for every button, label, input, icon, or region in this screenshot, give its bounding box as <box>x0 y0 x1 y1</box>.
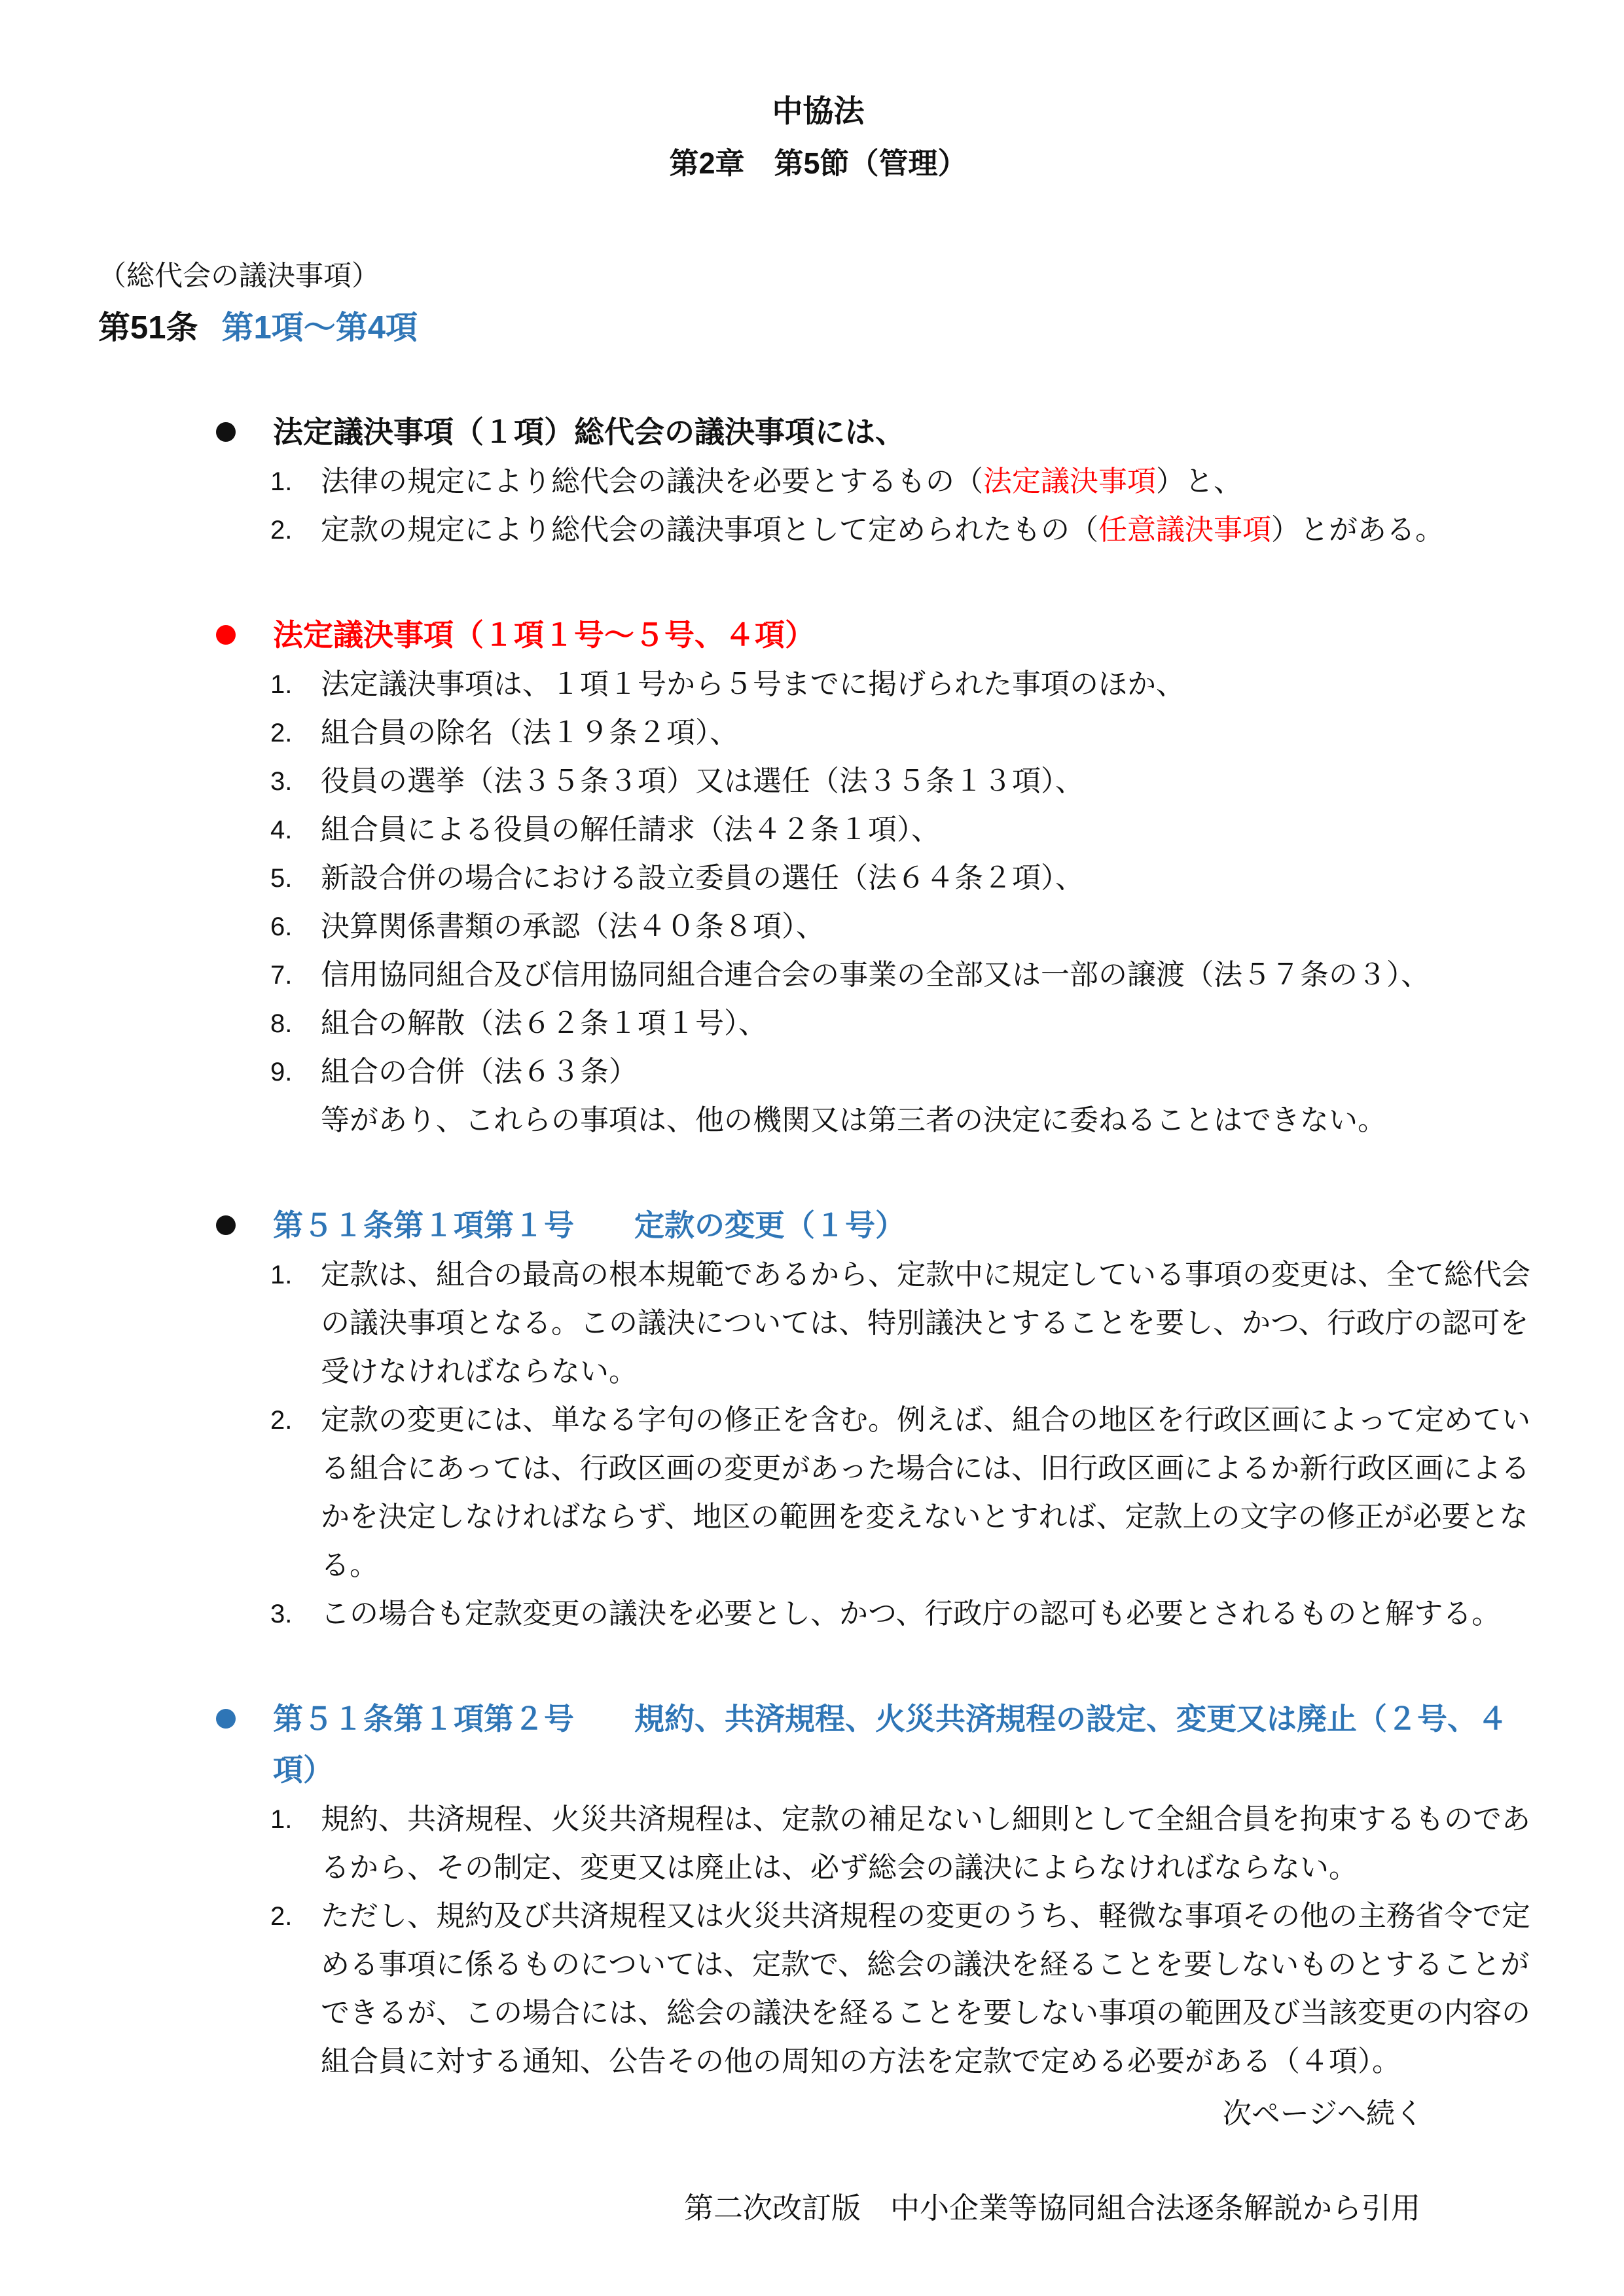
text-segment: 規約、共済規程、火災共済規程は、定款の補足ないし細則として全組合員を拘束するものであるから、その制定、変更又は廃止は、必ず総会の議決によらなければならない。 <box>321 1803 1530 1884</box>
bullet-icon <box>216 625 236 645</box>
text-segment: 任意議決事項 <box>1098 514 1271 546</box>
page-subtitle: 第2章 第5節（管理） <box>669 147 967 180</box>
list-item <box>270 709 1538 757</box>
text-segment: 組合の解散（法６２条１項１号）、 <box>321 1007 767 1039</box>
text-segment: 決算関係書類の承認（法４０条８項）、 <box>321 910 825 942</box>
item-number: 1. <box>270 1261 293 1289</box>
text-segment: 定款は、組合の最高の根本規範であるから、定款中に規定している事項の変更は、全て総代会の議決事項となる。この議決については、特別議決とすることを要し、かつ、行政庁の認可を受けなければならない。 <box>321 1259 1530 1388</box>
item-number: 2. <box>270 516 293 545</box>
item-number: 7. <box>270 961 293 990</box>
text-segment: 法律の規定により総代会の議決を必要とするもの（ <box>321 465 983 497</box>
text-segment: 法定議決事項（１項）総代会の議決事項には、 <box>273 415 905 449</box>
item-text <box>321 854 1538 903</box>
text-segment: 組合員による役員の解任請求（法４２条１項）、 <box>321 814 940 846</box>
bullet-icon <box>216 1215 236 1235</box>
list-item <box>270 1795 1538 1892</box>
bullet-cell <box>216 1200 273 1251</box>
item-text <box>321 1795 1538 1892</box>
page-title: 中協法 <box>772 94 865 128</box>
item-number: 3. <box>270 1600 293 1628</box>
article-heading <box>98 300 1538 355</box>
text-segment: 法定議決事項は、１項１号から５号までに掲げられた事項のほか、 <box>321 668 1185 700</box>
item-text <box>321 1048 1538 1096</box>
section-heading <box>273 609 1538 660</box>
list-item <box>270 1096 1538 1145</box>
text-segment: 定款の変更には、単なる字句の修正を含む。例えば、組合の地区を行政区画によって定めている組合にあっては、行政区画の変更があった場合には、旧行政区画によるか新行政区画によるかを決定しなければならず、地区の範囲を変えないとすれば、定款上の文字の修正が必要となる。 <box>321 1404 1530 1581</box>
item-text <box>321 1396 1538 1590</box>
item-text <box>321 709 1538 757</box>
item-number: 8. <box>270 1009 293 1038</box>
item-number: 2. <box>270 719 293 747</box>
bullet-cell <box>216 609 273 660</box>
item-text <box>321 903 1538 951</box>
bullet-icon <box>216 422 236 442</box>
item-text <box>321 1096 1538 1145</box>
list-item <box>270 1251 1538 1396</box>
item-text <box>321 806 1538 854</box>
item-text <box>321 1251 1538 1396</box>
section-heading <box>273 1693 1538 1795</box>
text-segment: 等があり、これらの事項は、他の機関又は第三者の決定に委ねることはできない。 <box>321 1104 1386 1136</box>
text-segment: ただし、規約及び共済規程又は火災共済規程の変更のうち、軽微な事項その他の主務省令で定める事項に係るものについては、定款で、総会の議決を経ることを要しないものとすることができるが、この場合には、総会の議決を経ることを要しない事項の範囲及び当該変更の内容の組合員に対する通知、公告その他の周知の方法を定款で定める必要がある（４項）。 <box>321 1900 1530 2077</box>
item-text <box>321 757 1538 806</box>
item-number <box>270 1096 321 1145</box>
item-number: 2. <box>270 1902 293 1931</box>
bullet-section <box>98 1200 1538 1638</box>
article-range: 第1項～第4項 <box>221 310 418 346</box>
item-text <box>321 1590 1538 1638</box>
bullet-section <box>98 406 1538 554</box>
text-segment: この場合も定款変更の議決を必要とし、かつ、行政庁の認可も必要とされるものと解する。 <box>321 1598 1501 1630</box>
section-heading-row <box>216 1200 1538 1251</box>
item-number: 1. <box>270 467 293 496</box>
text-segment: 役員の選挙（法３５条３項）又は選任（法３５条１３項）、 <box>321 765 1084 797</box>
list-item <box>270 457 1538 506</box>
section-heading <box>273 1200 1538 1251</box>
list-item <box>270 999 1538 1048</box>
text-segment: 信用協同組合及び信用協同組合連合会の事業の全部又は一部の譲渡（法５７条の３）、 <box>321 959 1430 991</box>
text-segment: 第５１条第１項第２号 規約、共済規程、火災共済規程の設定、変更又は廃止（２号、４項） <box>273 1702 1507 1787</box>
list-item <box>270 951 1538 999</box>
item-number: 5. <box>270 864 293 893</box>
item-number: 9. <box>270 1058 293 1086</box>
list-item <box>270 757 1538 806</box>
bullet-section <box>98 1693 1538 2086</box>
list-item <box>270 506 1538 554</box>
list-item <box>270 1590 1538 1638</box>
bullet-section <box>98 609 1538 1145</box>
list-item <box>270 903 1538 951</box>
item-text <box>321 457 1538 506</box>
item-text <box>321 506 1538 554</box>
text-segment: 第５１条第１項第１号 定款の変更（１号） <box>273 1208 905 1242</box>
text-segment: 新設合併の場合における設立委員の選任（法６４条２項）、 <box>321 862 1084 894</box>
list-item <box>270 1048 1538 1096</box>
item-number: 1. <box>270 1805 293 1834</box>
bullet-icon <box>216 1709 236 1729</box>
item-text <box>321 660 1538 709</box>
section-heading-row <box>216 609 1538 660</box>
text-segment: 組合の合併（法６３条） <box>321 1056 638 1088</box>
item-number: 1. <box>270 670 293 699</box>
list-item <box>270 1892 1538 2086</box>
list-item <box>270 660 1538 709</box>
list-item <box>270 854 1538 903</box>
section-heading-row <box>216 1693 1538 1795</box>
section-heading-row <box>216 406 1538 457</box>
text-segment: 組合員の除名（法１９条２項）、 <box>321 717 738 749</box>
item-number: 2. <box>270 1406 293 1435</box>
continuation-note: 次ページへ続く <box>1222 2098 1424 2130</box>
item-text <box>321 1892 1538 2086</box>
footer-citation: 第二次改訂版 中小企業等協同組合法逐条解説から引用 <box>683 2191 1420 2225</box>
bullet-cell <box>216 406 273 457</box>
text-segment: 法定議決事項（１項１号～５号、４項） <box>273 618 815 652</box>
list-item <box>270 806 1538 854</box>
item-text <box>321 951 1538 999</box>
bullet-cell <box>216 1693 273 1795</box>
list-item <box>270 1396 1538 1590</box>
sections <box>98 406 1538 2086</box>
article-number: 第51条 <box>98 310 198 346</box>
section-label: （総代会の議決事項） <box>98 260 380 292</box>
text-segment: 法定議決事項 <box>983 465 1156 497</box>
item-text <box>321 999 1538 1048</box>
text-segment: ）とがある。 <box>1271 514 1444 546</box>
item-number: 3. <box>270 767 293 796</box>
item-number: 4. <box>270 816 293 844</box>
text-segment: ）と、 <box>1156 465 1242 497</box>
section-heading <box>273 406 1538 457</box>
item-number: 6. <box>270 912 293 941</box>
text-segment: 定款の規定により総代会の議決事項として定められたもの（ <box>321 514 1098 546</box>
